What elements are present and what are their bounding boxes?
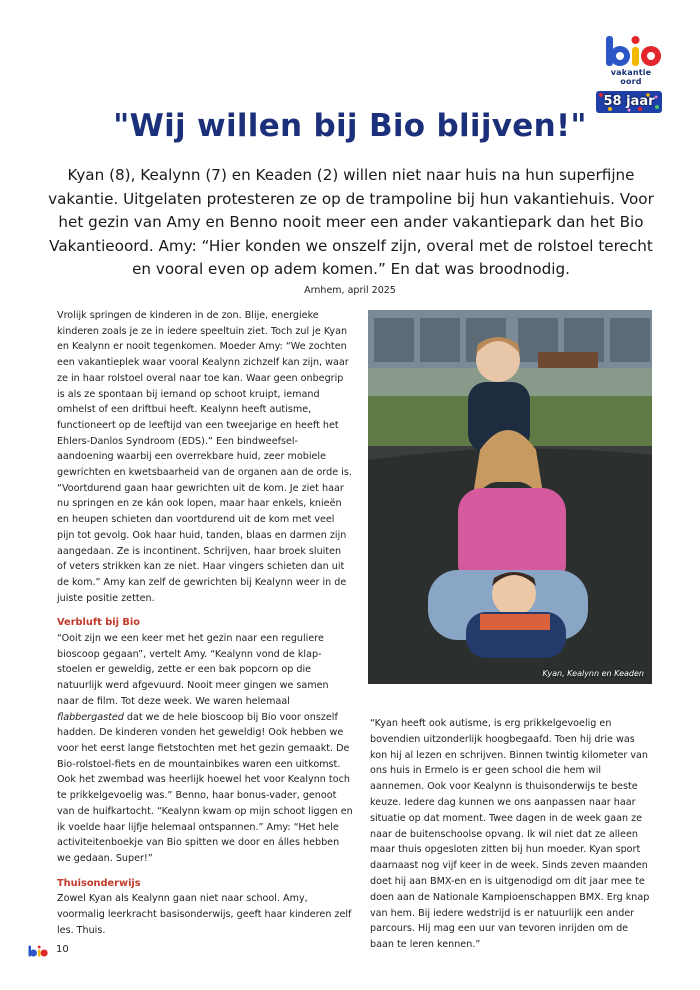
logo-subtitle <box>596 68 666 86</box>
body-paragraph-2-emphasis: flabbergasted <box>57 711 124 723</box>
body-paragraph-2 <box>57 631 353 867</box>
logo-subtitle-line2: oord <box>620 77 642 86</box>
body-paragraph-2-part-a: “Ooit zijn we een keer met het gezin naar een reguliere bioscoop gegaan”, vertelt Amy. “Kealynn vond de klap-stoelen er geweldig, zette er een bak popcorn op die natuurlijk werd afgevuurd. Nooit meer gingen we samen naar de film. Tot deze week. We waren helemaal <box>57 633 329 707</box>
bio-mini-logo-icon <box>28 945 48 957</box>
family-photo <box>368 310 652 684</box>
body-paragraph-2-part-b: dat we de hele bioscoop bij Bio voor onszelf hadden. De kinderen vonden het geweldig! Ook hebben we voor het eerst lange fietstochten met het gezin gemaakt. De Bio-rolstoel-fiets en de mountainbikes waren een uitkomst. Ook het zwembad was heerlijk hoewel het voor Kealynn toch te prikkelgevoelig was.” Benno, haar bonus-vader, genoot van de huifkartocht. “Kealynn kwam op mijn schoot liggen en ik voelde haar lijfje helemaal ontspannen.” Amy: “Het hele activiteitenboekje van Bio spitten we door en álles hebben we gedaan. Super!” <box>57 711 353 864</box>
subheading-thuisonderwijs: Thuisonderwijs <box>57 877 141 889</box>
body-paragraph-1: Vrolijk springen de kinderen in de zon. Blije, energieke kinderen zoals je ze in iedere speeltuin ziet. Toch zul je Kyan en Kealynn er nooit tegenkomen. Moeder Amy: “We zochten een vakantieplek waar vooral Kealynn zichzelf kan zijn, waar ze in haar rolstoel overal naar toe kan. Waar geen onbegrip is als ze spontaan bij iemand op schoot kruipt, iemand omhelst of een driftbui heeft. Kealynn heeft autisme, functioneert op de leeftijd van een tweejarige en heeft het Ehlers-Danlos Syndroom (EDS).” Een bindweefsel-aandoening waarbij een overrekbare huid, zeer mobiele gewrichten en kwetsbaarheid van de organen aan de orde is. “Voortdurend gaan haar gewrichten uit de kom. Je ziet haar nu springen en ze kán ook lopen, maar haar enkels, knieën en heupen schieten dan voortdurend uit de kom met veel pijn tot gevolg. Ook haar huid, tanden, blaas en darmen zijn aangedaan. Ze is incontinent. Schrijven, haar broek sluiten of veters strikken kan ze niet. Haar vingers schieten dan uit de kom.” Amy kan zelf de gewrichten bij Kealynn weer in de juiste positie zetten. <box>57 310 352 604</box>
page-number: 10 <box>56 944 69 955</box>
left-column <box>57 308 353 947</box>
children-on-trampoline-photo <box>368 310 652 684</box>
dateline: Arnhem, april 2025 <box>304 285 396 296</box>
right-column <box>370 716 652 953</box>
body-paragraph-3: Zowel Kyan als Kealynn gaan niet naar school. Amy, voormalig leerkracht basisonderwijs, geeft haar kinderen zelf les. Thuis. <box>57 893 352 936</box>
bio-wordmark-icon <box>604 34 662 68</box>
photo-caption: Kyan, Kealynn en Keaden <box>542 669 644 678</box>
bio-vakantieoord-logo <box>596 34 666 114</box>
headline: "Wij willen bij Bio blijven!" <box>113 108 587 144</box>
subheading-verbluft: Verbluft bij Bio <box>57 617 140 629</box>
anniversary-badge-text: 58 jaar <box>603 94 655 109</box>
intro-paragraph: Kyan (8), Kealynn (7) en Keaden (2) willen niet naar huis na hun superfijne vakantie. Uitgelaten protesteren ze op de trampoline bij hun vakantiehuis. Voor het gezin van Amy en Benno nooit meer een ander vakantiepark dan het Bio Vakantieoord. Amy: “Hier konden we onszelf zijn, overal met de rolstoel terecht en vooral even op adem komen.” En dat was broodnodig. <box>48 166 654 279</box>
body-paragraph-4: “Kyan heeft ook autisme, is erg prikkelgevoelig en bovendien uitzonderlijk hoogbegaafd. Toen hij drie was kon hij al lezen en schrijven. Binnen twintig kilometer van ons huis in Ermelo is er geen school die hem wil aannemen. Ook voor Kealynn is thuisonderwijs te beste keuze. Iedere dag kunnen we ons aanpassen naar haar situatie op dat moment. Twee dagen in de week gaan ze naar de buitenschoolse opvang. Ik wil niet dat ze alleen maar thuis opgesloten zitten bij hun moeder. Kyan sport daarnaast nog vijf keer in de week. Sinds zeven maanden doet hij aan BMX-en en is uitgenodigd om dit jaar mee te doen aan de Nationale Kampioenschappen BMX. Erg knap van hem. Bij iedere wedstrijd is er natuurlijk een ander parcours. Hij mag een uur van tevoren inrijden om de baan te leren kennen.” <box>370 718 650 951</box>
logo-subtitle-line1: vakantie <box>610 68 652 77</box>
